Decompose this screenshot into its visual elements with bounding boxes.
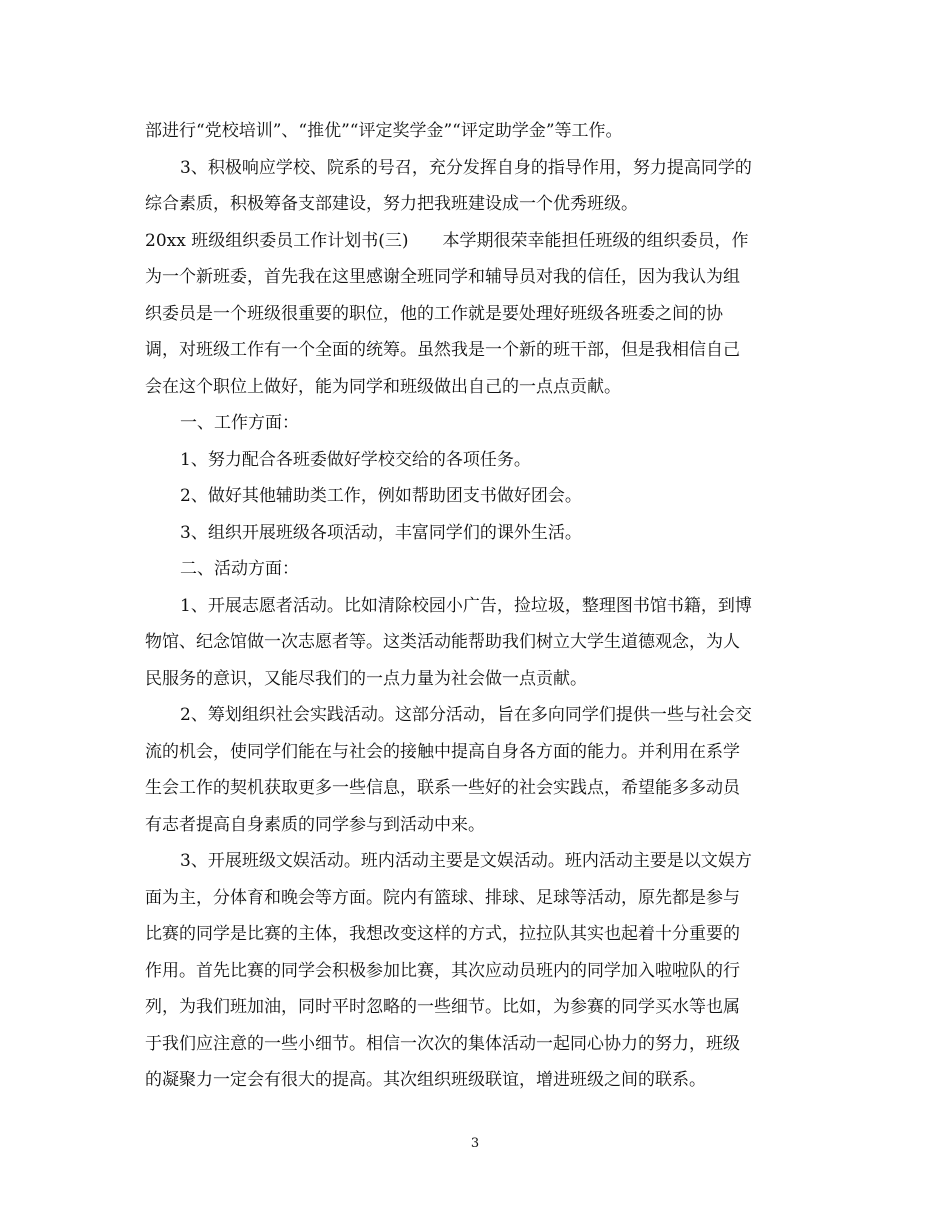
text-line: 的凝聚力一定会有很大的提高。其次组织班级联谊，增进班级之间的联系。 xyxy=(145,1070,706,1090)
text-line: 生会工作的契机获取更多一些信息，联系一些好的社会实践点，希望能多多动员 xyxy=(145,778,740,798)
text-line: 3、组织开展班级各项活动，丰富同学们的课外生活。 xyxy=(180,522,582,543)
text-line: 1、努力配合各班委做好学校交给的各项任务。 xyxy=(180,449,531,470)
page-number: 3 xyxy=(470,1136,480,1151)
text-line: 会在这个职位上做好，能为同学和班级做出自己的一点点贡献。 xyxy=(145,376,621,397)
text-line: 3、积极响应学校、院系的号召，充分发挥自身的指导作用，努力提高同学的 xyxy=(180,157,752,178)
text-line: 一、工作方面： xyxy=(180,413,299,433)
text-line: 面为主，分体育和晚会等方面。院内有篮球、排球、足球等活动，原先都是参与 xyxy=(145,887,740,908)
text-line: 部进行“党校培训”、“推优”“评定奖学金”“评定助学金”等工作。 xyxy=(145,121,623,141)
text-line: 1、开展志愿者活动。比如清除校园小广告，捡垃圾，整理图书馆书籍，到博 xyxy=(180,595,752,616)
text-line: 2、做好其他辅助类工作，例如帮助团支书做好团会。 xyxy=(180,486,582,506)
text-line: 为一个新班委，首先我在这里感谢全班同学和辅导员对我的信任，因为我认为组 xyxy=(145,267,740,287)
text-line: 综合素质，积极筹备支部建设，努力把我班建设成一个优秀班级。 xyxy=(145,194,638,214)
text-line: 二、活动方面： xyxy=(180,559,299,579)
text-line: 作用。首先比赛的同学会积极参加比赛，其次应动员班内的同学加入啦啦队的行 xyxy=(145,960,740,981)
text-line: 有志者提高自身素质的同学参与到活动中来。 xyxy=(145,814,485,835)
text-line: 织委员是一个班级很重要的职位，他的工作就是要处理好班级各班委之间的协 xyxy=(145,303,723,324)
text-line: 3、开展班级文娱活动。班内活动主要是文娱活动。班内活动主要是以文娱方 xyxy=(180,851,752,871)
text-line: 比赛的同学是比赛的主体，我想改变这样的方式，拉拉队其实也起着十分重要的 xyxy=(145,924,740,944)
text-line: 于我们应注意的一些小细节。相信一次次的集体活动一起同心协力的努力，班级 xyxy=(145,1033,740,1054)
document-body xyxy=(145,113,807,1099)
text-line: 20xx 班级组织委员工作计划书(三) 本学期很荣幸能担任班级的组织委员，作 xyxy=(145,230,749,251)
text-line: 物馆、纪念馆做一次志愿者等。这类活动能帮助我们树立大学生道德观念，为人 xyxy=(145,632,740,652)
text-line: 列，为我们班加油，同时平时忽略的一些细节。比如，为参赛的同学买水等也属 xyxy=(145,997,740,1017)
text-line: 流的机会，使同学们能在与社会的接触中提高自身各方面的能力。并利用在系学 xyxy=(145,741,740,762)
text-line: 调，对班级工作有一个全面的统筹。虽然我是一个新的班干部，但是我相信自己 xyxy=(145,340,740,360)
text-line: 2、筹划组织社会实践活动。这部分活动，旨在多向同学们提供一些与社会交 xyxy=(180,705,752,725)
text-line: 民服务的意识，又能尽我们的一点力量为社会做一点贡献。 xyxy=(145,668,587,689)
